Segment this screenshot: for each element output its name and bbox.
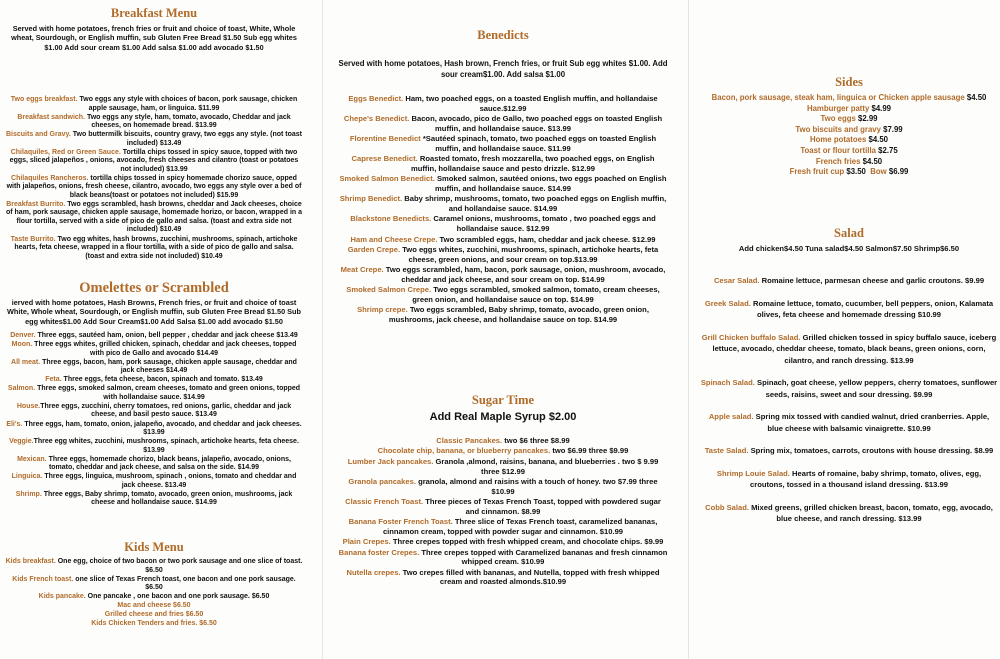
list-item: Ham and Cheese Crepe. Two scrambled eggs, ham, cheddar and jack cheese. $12.99 [350, 234, 656, 244]
list-item: All meat. Three eggs, bacon, ham, pork sausage, chicken apple sausage, cheddar and jack cheeses $14.49 [11, 358, 297, 375]
benedicts-intro: Served with home potatoes, Hash brown, French fries, or fruit Sub egg whites $1.00. Add sour cream$1.00. Add salsa $1.00 [338, 59, 668, 79]
sides-list [700, 93, 998, 178]
list-item: Blackstone Benedicts. Caramel onions, mushrooms, tomato , two poached eggs and hollandaise sauce. $12.99 [350, 214, 656, 234]
list-item: Biscuits and Gravy. Two buttermilk biscuits, country gravy, two eggs any style. (not toast included) $13.49 [5, 131, 302, 147]
list-item: Banana Foster French Toast. Three slice of Texas French toast, caramelized bananas, cinnamon cream, topped with powder sugar and cinnamon. $10.99 [348, 517, 658, 536]
list-item: Grill Chicken buffalo Salad. Grilled chicken tossed in spicy buffalo sauce, iceberg lettuce, avocado, cheddar cheese, tomato, black beans, green onions, corn, cilantro, and ranch dressing. $13.99 [701, 332, 997, 365]
list-item: Florentine Benedict *Sautéed spinach, tomato, two poached eggs on toasted English muffin, and hollandaise sauce. $11.99 [349, 134, 657, 153]
list-item: Denver. Three eggs, sautéed ham, onion, bell pepper , cheddar and jack cheese $13.49 [10, 332, 298, 339]
benedicts-title: Benedicts [477, 28, 529, 42]
list-item: Cobb Salad. Mixed greens, grilled chicken breast, bacon, tomato, egg, avocado, blue cheese, and ranch dressing. $13.99 [705, 502, 993, 523]
list-item: Taste Salad. Spring mix, tomatoes, carrots, croutons with house dressing. $8.99 [704, 446, 994, 455]
list-item: Hamburger patty $4.99 [806, 103, 892, 113]
breakfast-title: Breakfast Menu [110, 6, 198, 20]
list-item: Chilaquiles Rancheros. tortilla chips tossed in spicy homemade chorizo sauce, opped with jalapeños, onions, fresh cheese, cilantro, avocado, two eggs any style over a bed of black beans(toast or potatoes not included) $15.99 [6, 174, 302, 199]
sides-title: Sides [835, 75, 863, 89]
breakfast-intro: Served with home potatoes, french fries or fruit and choice of toast, White, Whole wheat, Sourdough, or English muffin, sub Gluten Free Bread $1.50 Sub egg whites $1.00 Add sour cream $1.00 Add salsa $1.00 add avocado $1.50 [11, 24, 297, 52]
list-item: Home potatoes $4.50 [809, 135, 888, 145]
kids-title: Kids Menu [124, 540, 184, 554]
list-item: House.Three eggs, zucchini, cherry tomatoes, red onions, garlic, cheddar and jack cheese, and basil pesto sauce. $13.49 [16, 402, 292, 419]
list-item: Salmon. Three eggs, smoked salmon, cream cheeses, tomato and green onions, topped with hollandaise sauce. $14.99 [7, 385, 301, 401]
list-item: Smoked Salmon Benedict. Smoked salmon, sautéed onions, two eggs poached on English muffin, and hollandaise sauce. $14.99 [339, 174, 667, 193]
sugar-title: Sugar Time [471, 393, 535, 407]
fold-line-left [322, 0, 323, 659]
breakfast-list [4, 96, 304, 262]
list-item: Classic French Toast. Three pieces of Texas French Toast, topped with powdered sugar and cinnamon. $8.99 [345, 497, 661, 516]
list-item: Eggs Benedict. Ham, two poached eggs, on a toasted English muffin, and hollandaise sauce.$12.99 [348, 94, 658, 113]
salad-list [700, 275, 998, 536]
list-item: Apple salad. Spring mix tossed with candied walnut, dried cranberries. Apple, blue cheese with balsamic vinaigrette. $10.99 [708, 412, 990, 433]
list-item: Grilled cheese and fries $6.50 [104, 611, 204, 619]
salad-addons: Add chicken$4.50 Tuna salad$4.50 Salmon$7.50 Shrimp$6.50 [738, 244, 960, 253]
list-item: Taste Burrito. Two egg whites, hash browns, zucchini, mushrooms, spinach, artichoke hearts, feta cheese, wrapped in a flour tortilla, with a side of pico de gallo and salsa. (toast and extra side not included) $10.49 [10, 235, 298, 260]
list-item: Breakfast Burrito. Two eggs scrambled, hash browns, cheddar and Jack cheeses, choice of ham, pork sausage, chicken apple sausage, homemade horizo, or bacon, wrapped in a flour tortilla, served with a side of pico de gallo and salsa. (toast and extra side not included) $10.49 [5, 200, 303, 234]
list-item: Garden Crepe. Two eggs whites, zucchini, mushrooms, spinach, artichoke hearts, feta cheese, green onions, and sour cream on top.$13.99 [347, 245, 659, 264]
list-item: Greek Salad. Romaine lettuce, tomato, cucumber, bell peppers, onion, Kalamata olives, feta cheese and homemade dressing $10.99 [704, 298, 994, 319]
list-item: Breakfast sandwich. Two eggs any style, ham, tomato, avocado, Cheddar and jack cheeses, on homemade bread. $13.99 [17, 113, 291, 130]
list-item: Kids pancake. One pancake , one bacon and one pork sausage. $6.50 [38, 593, 270, 601]
list-item: Linguica. Three eggs, linguica, mushroom, spinach , onions, tomato and cheddar and jack cheese. $13.49 [11, 473, 297, 489]
list-item: Plain Crepes. Three crepes topped with fresh whipped cream, and chocolate chips. $9.99 [342, 537, 664, 547]
list-item: Two eggs breakfast. Two eggs any style with choices of bacon, pork sausage, chicken apple sausage, ham, or linguica. $11.99 [10, 96, 298, 112]
list-item: Mac and cheese $6.50 [117, 602, 191, 610]
list-item: Toast or flour tortilla $2.75 [800, 145, 898, 155]
list-item: Kids breakfast. One egg, choice of two bacon or two pork sausage and one slice of toast. $6.50 [5, 558, 303, 574]
list-item: Shrimp Benedict. Baby shrimp, mushrooms, tomato, two poached eggs on English muffin, and hollandaise sauce. $14.99 [339, 194, 667, 213]
list-item: Veggie.Three egg whites, zucchini, mushrooms, spinach, artichoke hearts, feta cheese. $13.99 [9, 438, 299, 454]
list-item: Mexican. Three eggs, homemade chorizo, black beans, jalapeño, avocado, onions, tomato, cheddar and jack cheese, and salsa on the side. $14.99 [17, 455, 291, 472]
omelettes-list [4, 332, 304, 509]
list-item: Chepe's Benedict. Bacon, avocado, pico de Gallo, two poached eggs on toasted English muffin, and hollandaise sauce. $13.99 [343, 114, 663, 133]
list-item: Spinach Salad. Spinach, goat cheese, yellow peppers, cherry tomatoes, sunflower seeds, raisins, sweet and sour dressing. $9.99 [700, 378, 998, 399]
list-item: Shrimp crepe. Two eggs scrambled, Baby shrimp, tomato, avocado, green onion, mushrooms, jack cheese, and hollandaise sauce on top. $14.99 [357, 305, 649, 324]
omelettes-intro: ierved with home potatoes, Hash Browns, French fries, or fruit and choice of toast White, Whole wheat, Sourdough, or English muffin, sub Gluten Free Bread $1.50 Sub egg whites$1.00 Add Sour Cream$1.00 Add Salsa $1.00 add avocado $1.50 [7, 298, 301, 326]
sugar-list [338, 436, 668, 588]
list-item: Shrimp Louie Salad. Hearts of romaine, baby shrimp, tomato, olives, egg, croutons, tossed in a thousand island dressing. $13.99 [716, 468, 982, 489]
salad-title: Salad [834, 226, 864, 240]
list-item: Two eggs $2.99 [820, 114, 878, 124]
list-item: Granola pancakes. granola, almond and raisins with a touch of honey. two $7.99 three $10.99 [348, 477, 658, 496]
list-item: Chocolate chip, banana, or blueberry pancakes. two $6.99 three $9.99 [377, 446, 629, 456]
list-item: Shrimp. Three eggs, Baby shrimp, tomato, avocado, green onion, mushrooms, jack cheese and hollandaise sauce. $14.99 [15, 490, 293, 507]
list-item: Meat Crepe. Two eggs scrambled, ham, bacon, pork sausage, onion, mushroom, avocado, cheddar and jack cheese, and sour cream on top. $14.99 [340, 265, 666, 284]
list-item: Nutella crepes. Two crepes filled with bananas, and Nutella, topped with fresh whipped cream and roasted almonds.$10.99 [346, 567, 660, 587]
list-item: Classic Pancakes. two $6 three $8.99 [436, 436, 570, 445]
list-item: Caprese Benedict. Roasted tomato, fresh mozzarella, two poached eggs, on English muffin, hollandaise sauce and pesto drizzle. $12.99 [351, 154, 655, 173]
list-item: Lumber Jack pancakes. Granola ,almond, raisins, banana, and blueberries . two $ 9.99 three $12.99 [347, 456, 659, 476]
kids-list [4, 558, 304, 630]
list-item: Chilaquiles, Red or Green Sauce. Tortilla chips tossed in spicy sauce, topped with two eggs, sliced jalapeños , onions, avocado, fresh cheeses and cilantro (toast or potatoes not included) $13.99 [9, 148, 299, 173]
omelettes-title: Omelettes or Scrambled [79, 280, 229, 296]
list-item: Kids French toast. one slice of Texas French toast, one bacon and one pork sausage. $6.50 [12, 575, 296, 592]
list-item: Feta. Three eggs, feta cheese, bacon, spinach and tomato. $13.49 [45, 376, 263, 384]
fold-line-right [688, 0, 689, 659]
maple-syrup-note: Add Real Maple Syrup $2.00 [429, 411, 577, 423]
list-item: Eli's. Three eggs, ham, tomato, onion, jalapeño, avocado, and cheddar and jack cheeses. $13.99 [6, 420, 302, 437]
list-item: Cesar Salad. Romaine lettuce, parmesan cheese and garlic croutons. $9.99 [713, 276, 985, 285]
list-item: Two biscuits and gravy $7.99 [795, 124, 903, 134]
list-item: Fresh fruit cup $3.50 Bow $6.99 [789, 167, 909, 177]
list-item: Bacon, pork sausage, steak ham, linguica or Chicken apple sausage $4.50 [711, 93, 987, 102]
list-item: Banana foster Crepes. Three crepes topped with Caramelized bananas and fresh cinnamon whipped cream. $10.99 [338, 547, 668, 567]
list-item: Smoked Salmon Crepe. Two eggs scrambled, smoked salmon, tomato, cream cheeses, green onion, and hollandaise sauce on top. $14.99 [346, 285, 660, 304]
benedicts-list [338, 94, 668, 325]
list-item: Kids Chicken Tenders and fries. $6.50 [91, 620, 217, 628]
list-item: Moon. Three eggs whites, grilled chicken, spinach, cheddar and jack cheeses, topped with pico de Gallo and avocado $14.49 [11, 341, 297, 357]
list-item: French fries $4.50 [815, 156, 883, 166]
